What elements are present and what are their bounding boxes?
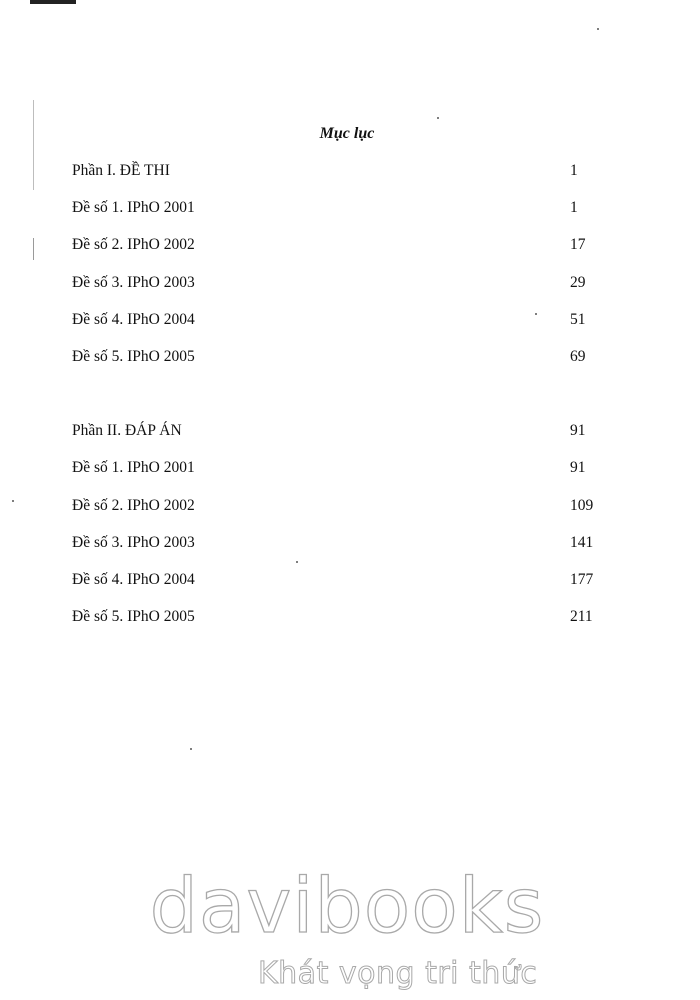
toc-page-number: 177: [570, 570, 594, 588]
scan-artifact-left-line-2: [33, 238, 34, 260]
table-of-contents: [72, 160, 602, 643]
toc-entry-label: Đề số 3. IPhO 2003: [72, 273, 195, 291]
watermark-slogan: Khát vọng tri thức: [258, 956, 538, 991]
toc-section-part-2: [72, 420, 602, 643]
toc-entry-label: Đề số 3. IPhO 2003: [72, 533, 195, 551]
publisher-watermark: [0, 861, 700, 991]
toc-entry[interactable]: [72, 457, 602, 494]
toc-page-number: 1: [570, 199, 578, 217]
toc-section-part-1: [72, 160, 602, 383]
toc-page-number: 211: [570, 608, 593, 626]
toc-page-number: 109: [570, 496, 594, 514]
toc-page-number: 91: [570, 459, 586, 477]
toc-page-number: 91: [570, 422, 586, 440]
toc-entry[interactable]: [72, 234, 602, 271]
scan-speck: [12, 500, 14, 502]
toc-entry-label: Đề số 2. IPhO 2002: [72, 496, 195, 514]
toc-entry[interactable]: [72, 532, 602, 569]
toc-entry-label: Đề số 1. IPhO 2001: [72, 199, 195, 217]
scan-speck: [190, 748, 192, 750]
toc-title-text: Mục lục: [319, 125, 375, 142]
toc-entry[interactable]: [72, 346, 602, 383]
scan-speck: [437, 117, 439, 119]
watermark-brand: davibooks: [149, 861, 545, 950]
toc-title: [0, 125, 700, 143]
scan-artifact-top: [30, 0, 76, 4]
toc-entry[interactable]: [72, 569, 602, 606]
toc-page-number: 1: [570, 162, 578, 179]
toc-heading-label: Phần I. ĐỀ THI: [72, 162, 170, 179]
scan-speck: [597, 28, 599, 30]
toc-section-heading[interactable]: [72, 160, 602, 197]
toc-entry-label: Đề số 2. IPhO 2002: [72, 236, 195, 254]
toc-section-heading[interactable]: [72, 420, 602, 457]
toc-entry-label: Đề số 5. IPhO 2005: [72, 347, 195, 365]
toc-entry-label: Đề số 1. IPhO 2001: [72, 459, 195, 477]
toc-entry-label: Đề số 4. IPhO 2004: [72, 570, 195, 588]
toc-entry[interactable]: [72, 197, 602, 234]
scan-artifact-left-line: [33, 100, 34, 190]
toc-heading-label: Phần II. ĐÁP ÁN: [72, 422, 182, 440]
toc-entry-label: Đề số 4. IPhO 2004: [72, 310, 195, 328]
toc-entry[interactable]: [72, 606, 602, 643]
toc-page-number: 69: [570, 347, 586, 365]
toc-page-number: 51: [570, 310, 586, 328]
toc-entry[interactable]: [72, 495, 602, 532]
toc-entry[interactable]: [72, 272, 602, 309]
toc-page-number: 141: [570, 533, 594, 551]
toc-entry[interactable]: [72, 309, 602, 346]
toc-page-number: 29: [570, 273, 586, 291]
toc-page-number: 17: [570, 236, 586, 254]
toc-entry-label: Đề số 5. IPhO 2005: [72, 608, 195, 626]
